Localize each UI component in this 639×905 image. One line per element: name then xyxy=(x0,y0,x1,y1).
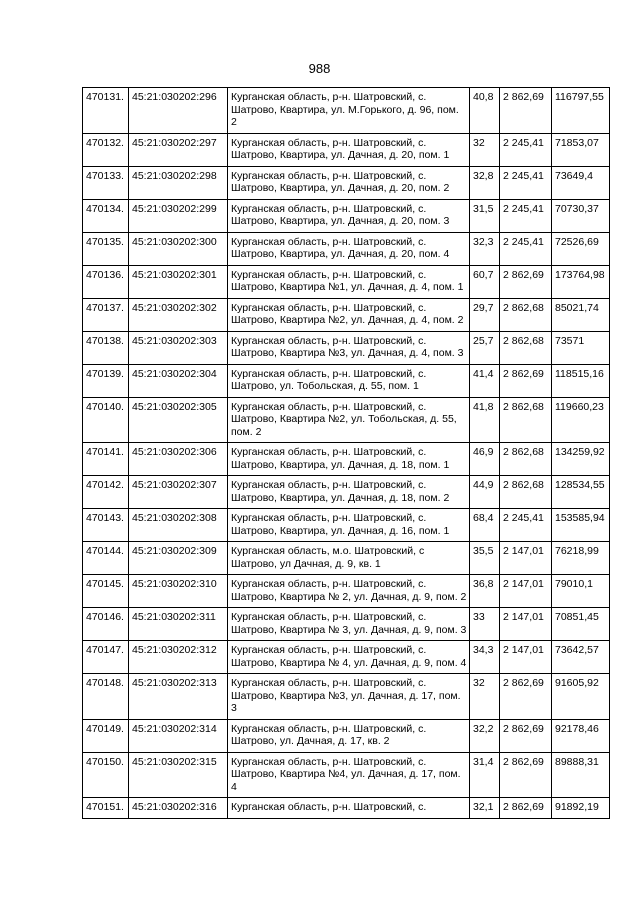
area: 40,8 xyxy=(470,88,500,134)
row-number: 470131. xyxy=(83,88,129,134)
row-number: 470137. xyxy=(83,298,129,331)
area: 32,2 xyxy=(470,719,500,752)
row-number: 470138. xyxy=(83,331,129,364)
row-number: 470151. xyxy=(83,798,129,819)
address: Курганская область, р-н. Шатровский, с. Шатрово, Квартира №1, ул. Дачная, д. 4, пом. 1 xyxy=(228,265,470,298)
cadastral-value: 89888,31 xyxy=(552,752,610,798)
table-row xyxy=(83,476,610,509)
cadastral-number: 45:21:030202:305 xyxy=(129,397,228,443)
rate: 2 862,69 xyxy=(500,719,552,752)
cadastral-value: 73571 xyxy=(552,331,610,364)
cadastral-value: 73649,4 xyxy=(552,166,610,199)
cadastral-value: 91892,19 xyxy=(552,798,610,819)
cadastral-number: 45:21:030202:299 xyxy=(129,199,228,232)
table-row xyxy=(83,397,610,443)
row-number: 470147. xyxy=(83,641,129,674)
table-row xyxy=(83,674,610,720)
row-number: 470146. xyxy=(83,608,129,641)
rate: 2 245,41 xyxy=(500,133,552,166)
rate: 2 245,41 xyxy=(500,232,552,265)
cadastral-value: 73642,57 xyxy=(552,641,610,674)
row-number: 470139. xyxy=(83,364,129,397)
cadastral-number: 45:21:030202:298 xyxy=(129,166,228,199)
table-row xyxy=(83,265,610,298)
cadastral-value: 92178,46 xyxy=(552,719,610,752)
property-table xyxy=(82,87,610,819)
cadastral-value: 91605,92 xyxy=(552,674,610,720)
address: Курганская область, р-н. Шатровский, с. Шатрово, Квартира, ул. М.Горького, д. 96, пом. 2 xyxy=(228,88,470,134)
cadastral-number: 45:21:030202:300 xyxy=(129,232,228,265)
rate: 2 862,68 xyxy=(500,298,552,331)
address: Курганская область, р-н. Шатровский, с. Шатрово, Квартира, ул. Дачная, д. 20, пом. 4 xyxy=(228,232,470,265)
rate: 2 147,01 xyxy=(500,608,552,641)
table-row xyxy=(83,542,610,575)
area: 44,9 xyxy=(470,476,500,509)
rate: 2 245,41 xyxy=(500,199,552,232)
address: Курганская область, р-н. Шатровский, с. Шатрово, Квартира, ул. Дачная, д. 20, пом. 2 xyxy=(228,166,470,199)
rate: 2 862,69 xyxy=(500,364,552,397)
page-number: 988 xyxy=(308,61,331,76)
rate: 2 862,68 xyxy=(500,476,552,509)
row-number: 470141. xyxy=(83,443,129,476)
table-row xyxy=(83,575,610,608)
cadastral-value: 134259,92 xyxy=(552,443,610,476)
rate: 2 862,69 xyxy=(500,88,552,134)
cadastral-number: 45:21:030202:309 xyxy=(129,542,228,575)
cadastral-value: 70730,37 xyxy=(552,199,610,232)
cadastral-number: 45:21:030202:304 xyxy=(129,364,228,397)
area: 31,5 xyxy=(470,199,500,232)
row-number: 470150. xyxy=(83,752,129,798)
cadastral-number: 45:21:030202:302 xyxy=(129,298,228,331)
rate: 2 862,68 xyxy=(500,331,552,364)
table-row xyxy=(83,364,610,397)
cadastral-value: 173764,98 xyxy=(552,265,610,298)
rate: 2 862,68 xyxy=(500,443,552,476)
area: 35,5 xyxy=(470,542,500,575)
table-row xyxy=(83,608,610,641)
row-number: 470145. xyxy=(83,575,129,608)
cadastral-value: 70851,45 xyxy=(552,608,610,641)
address: Курганская область, р-н. Шатровский, с. Шатрово, Квартира, ул. Дачная, д. 20, пом. 3 xyxy=(228,199,470,232)
area: 34,3 xyxy=(470,641,500,674)
cadastral-value: 118515,16 xyxy=(552,364,610,397)
address: Курганская область, р-н. Шатровский, с. Шатрово, ул. Тобольская, д. 55, пом. 1 xyxy=(228,364,470,397)
rate: 2 862,69 xyxy=(500,674,552,720)
row-number: 470148. xyxy=(83,674,129,720)
address: Курганская область, м.о. Шатровский, с Шатрово, ул Дачная, д. 9, кв. 1 xyxy=(228,542,470,575)
table-row xyxy=(83,199,610,232)
cadastral-number: 45:21:030202:311 xyxy=(129,608,228,641)
address: Курганская область, р-н. Шатровский, с. Шатрово, Квартира № 4, ул. Дачная, д. 9, пом. 4 xyxy=(228,641,470,674)
table-row xyxy=(83,798,610,819)
area: 29,7 xyxy=(470,298,500,331)
area: 31,4 xyxy=(470,752,500,798)
row-number: 470134. xyxy=(83,199,129,232)
cadastral-value: 79010,1 xyxy=(552,575,610,608)
table-row xyxy=(83,88,610,134)
row-number: 470140. xyxy=(83,397,129,443)
cadastral-number: 45:21:030202:308 xyxy=(129,509,228,542)
area: 36,8 xyxy=(470,575,500,608)
address: Курганская область, р-н. Шатровский, с. Шатрово, Квартира № 2, ул. Дачная, д. 9, пом. 2 xyxy=(228,575,470,608)
address: Курганская область, р-н. Шатровский, с. Шатрово, Квартира №4, ул. Дачная, д. 17, пом. 4 xyxy=(228,752,470,798)
area: 25,7 xyxy=(470,331,500,364)
cadastral-value: 72526,69 xyxy=(552,232,610,265)
row-number: 470132. xyxy=(83,133,129,166)
area: 32 xyxy=(470,674,500,720)
table-row xyxy=(83,166,610,199)
row-number: 470135. xyxy=(83,232,129,265)
cadastral-number: 45:21:030202:301 xyxy=(129,265,228,298)
row-number: 470133. xyxy=(83,166,129,199)
cadastral-number: 45:21:030202:306 xyxy=(129,443,228,476)
area: 46,9 xyxy=(470,443,500,476)
row-number: 470149. xyxy=(83,719,129,752)
rate: 2 245,41 xyxy=(500,509,552,542)
cadastral-value: 116797,55 xyxy=(552,88,610,134)
table-row xyxy=(83,509,610,542)
cadastral-number: 45:21:030202:316 xyxy=(129,798,228,819)
cadastral-number: 45:21:030202:315 xyxy=(129,752,228,798)
cadastral-number: 45:21:030202:296 xyxy=(129,88,228,134)
rate: 2 862,69 xyxy=(500,798,552,819)
rate: 2 147,01 xyxy=(500,575,552,608)
cadastral-value: 85021,74 xyxy=(552,298,610,331)
address: Курганская область, р-н. Шатровский, с. Шатрово, Квартира, ул. Дачная, д. 18, пом. 1 xyxy=(228,443,470,476)
cadastral-number: 45:21:030202:312 xyxy=(129,641,228,674)
table-row xyxy=(83,331,610,364)
rate: 2 147,01 xyxy=(500,641,552,674)
address: Курганская область, р-н. Шатровский, с. Шатрово, Квартира, ул. Дачная, д. 16, пом. 1 xyxy=(228,509,470,542)
address: Курганская область, р-н. Шатровский, с. Шатрово, Квартира №3, ул. Дачная, д. 17, пом. 3 xyxy=(228,674,470,720)
area: 33 xyxy=(470,608,500,641)
cadastral-value: 76218,99 xyxy=(552,542,610,575)
address: Курганская область, р-н. Шатровский, с. Шатрово, Квартира №3, ул. Дачная, д. 4, пом. 3 xyxy=(228,331,470,364)
area: 41,8 xyxy=(470,397,500,443)
cadastral-value: 71853,07 xyxy=(552,133,610,166)
area: 60,7 xyxy=(470,265,500,298)
cadastral-number: 45:21:030202:314 xyxy=(129,719,228,752)
rate: 2 862,69 xyxy=(500,752,552,798)
row-number: 470142. xyxy=(83,476,129,509)
cadastral-number: 45:21:030202:297 xyxy=(129,133,228,166)
table-row xyxy=(83,133,610,166)
address: Курганская область, р-н. Шатровский, с. Шатрово, Квартира, ул. Дачная, д. 20, пом. 1 xyxy=(228,133,470,166)
table-row xyxy=(83,752,610,798)
area: 68,4 xyxy=(470,509,500,542)
table-row xyxy=(83,443,610,476)
area: 32,1 xyxy=(470,798,500,819)
table-row xyxy=(83,232,610,265)
table-body xyxy=(83,88,610,819)
address: Курганская область, р-н. Шатровский, с. Шатрово, Квартира №2, ул. Тобольская, д. 55, пом. 2 xyxy=(228,397,470,443)
area: 32,8 xyxy=(470,166,500,199)
rate: 2 245,41 xyxy=(500,166,552,199)
cadastral-number: 45:21:030202:307 xyxy=(129,476,228,509)
cadastral-number: 45:21:030202:303 xyxy=(129,331,228,364)
address: Курганская область, р-н. Шатровский, с. Шатрово, Квартира, ул. Дачная, д. 18, пом. 2 xyxy=(228,476,470,509)
row-number: 470144. xyxy=(83,542,129,575)
cadastral-value: 128534,55 xyxy=(552,476,610,509)
address: Курганская область, р-н. Шатровский, с. Шатрово, Квартира №2, ул. Дачная, д. 4, пом. 2 xyxy=(228,298,470,331)
area: 32,3 xyxy=(470,232,500,265)
cadastral-value: 119660,23 xyxy=(552,397,610,443)
row-number: 470136. xyxy=(83,265,129,298)
cadastral-value: 153585,94 xyxy=(552,509,610,542)
cadastral-number: 45:21:030202:310 xyxy=(129,575,228,608)
table-row xyxy=(83,298,610,331)
rate: 2 862,69 xyxy=(500,265,552,298)
cadastral-number: 45:21:030202:313 xyxy=(129,674,228,720)
rate: 2 147,01 xyxy=(500,542,552,575)
row-number: 470143. xyxy=(83,509,129,542)
table-row xyxy=(83,641,610,674)
rate: 2 862,68 xyxy=(500,397,552,443)
table-row xyxy=(83,719,610,752)
area: 41,4 xyxy=(470,364,500,397)
address: Курганская область, р-н. Шатровский, с. xyxy=(228,798,470,819)
area: 32 xyxy=(470,133,500,166)
address: Курганская область, р-н. Шатровский, с. Шатрово, ул. Дачная, д. 17, кв. 2 xyxy=(228,719,470,752)
address: Курганская область, р-н. Шатровский, с. Шатрово, Квартира № 3, ул. Дачная, д. 9, пом. 3 xyxy=(228,608,470,641)
